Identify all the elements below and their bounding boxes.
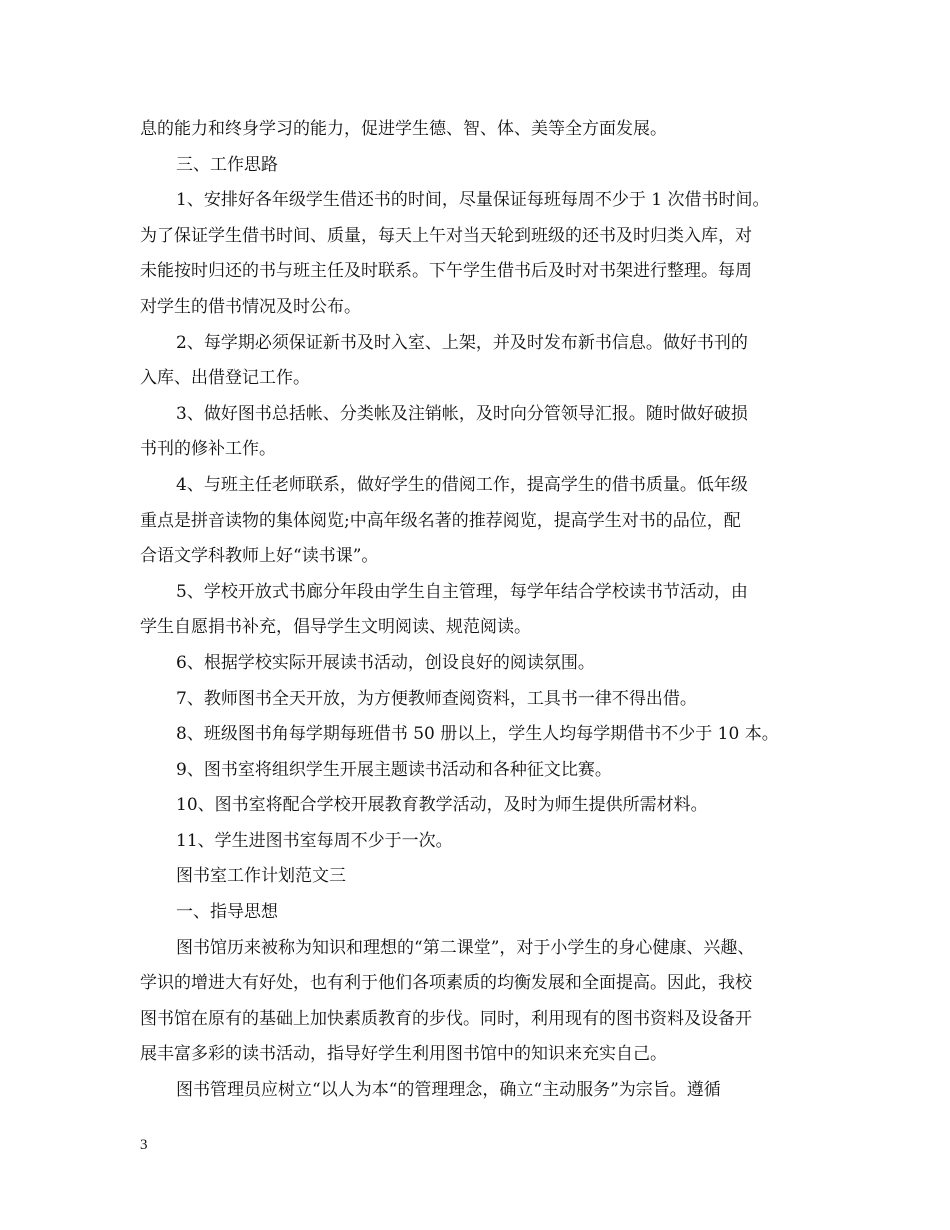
text-line: 入库、出借登记工作。 [140, 368, 310, 389]
text-line: 重点是拼音读物的集体阅览;中高年级名著的推荐阅览，提高学生对书的品位，配 [140, 510, 741, 531]
text-line: 9、图书室将组织学生开展主题读书活动和各种征文比赛。 [176, 759, 612, 780]
section-heading: 三、工作思路 [176, 154, 278, 175]
section-heading: 一、指导思想 [176, 902, 278, 923]
text-line: 图书管理员应树立“以人为本“的管理理念，确立“主动服务”为宗旨。遵循 [176, 1080, 721, 1101]
text-line: 2、每学期必须保证新书及时入室、上架，并及时发布新书信息。做好书刊的 [176, 332, 748, 353]
text-line: 4、与班主任老师联系，做好学生的借阅工作，提高学生的借书质量。低年级 [176, 474, 748, 495]
text-line: 10、图书室将配合学校开展教育教学活动，及时为师生提供所需材料。 [176, 795, 708, 816]
text-line: 息的能力和终身学习的能力，促进学生德、智、体、美等全方面发展。 [140, 119, 667, 139]
text-line: 合语文学科教师上好“读书课”。 [140, 546, 379, 567]
text-line: 5、学校开放式书廊分年段由学生自主管理，每学年结合学校读书节活动，由 [176, 581, 748, 602]
text-line: 3、做好图书总括帐、分类帐及注销帐，及时向分管领导汇报。随时做好破损 [176, 403, 748, 424]
text-line: 图书馆在原有的基础上加快素质教育的步伐。同时，利用现有的图书资料及设备开 [140, 1008, 752, 1029]
text-line: 1、安排好各年级学生借还书的时间，尽量保证每班每周不少于 1 次借书时间。 [176, 190, 770, 211]
text-line: 对学生的借书情况及时公布。 [140, 296, 361, 317]
text-line: 展丰富多彩的读书活动，指导好学生利用图书馆中的知识来充实自己。 [140, 1044, 667, 1065]
text-line: 学识的增进大有好处，也有利于他们各项素质的均衡发展和全面提高。因此，我校 [140, 973, 752, 994]
page-number: 3 [140, 1137, 148, 1153]
document-body [140, 112, 830, 1109]
text-line: 未能按时归还的书与班主任及时联系。下午学生借书后及时对书架进行整理。每周 [140, 261, 752, 282]
text-line: 图书馆历来被称为知识和理想的“第二课堂”，对于小学生的身心健康、兴趣、 [176, 937, 755, 958]
text-line: 11、学生进图书室每周不少于一次。 [176, 830, 453, 851]
text-line: 学生自愿捐书补充，倡导学生文明阅读、规范阅读。 [140, 617, 531, 638]
text-line: 8、班级图书角每学期每班借书 50 册以上，学生人均每学期借书不少于 10 本。 [176, 724, 779, 745]
text-line: 6、根据学校实际开展读书活动，创设良好的阅读氛围。 [176, 652, 595, 673]
text-line: 为了保证学生借书时间、质量，每天上午对当天轮到班级的还书及时归类入库，对 [140, 225, 752, 246]
section-title: 图书室工作计划范文三 [176, 866, 346, 887]
text-line: 7、教师图书全天开放，为方便教师查阅资料，工具书一律不得出借。 [176, 688, 697, 709]
text-line: 书刊的修补工作。 [140, 439, 276, 460]
